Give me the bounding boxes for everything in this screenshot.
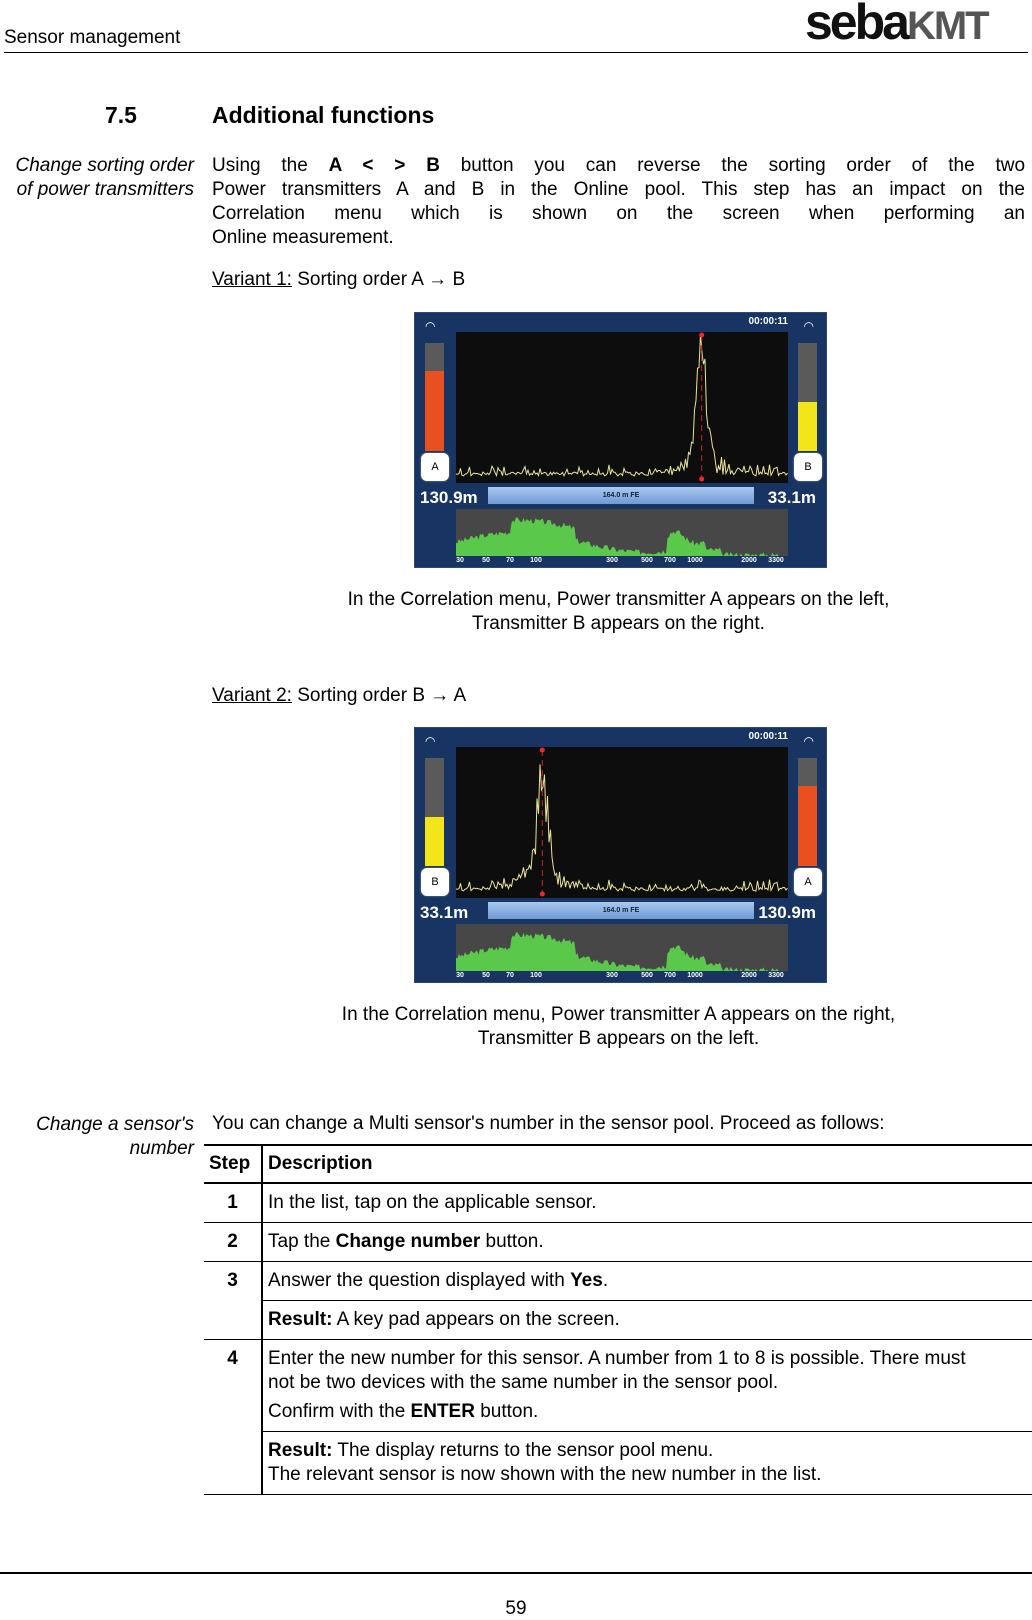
timer: 00:00:11: [748, 316, 788, 327]
distance-left: 130.9m: [420, 488, 478, 507]
sensor-intro: You can change a Multi sensor's number in the sensor pool. Proceed as follows:: [212, 1113, 885, 1134]
tick-label: 2000: [741, 557, 757, 564]
distance-bar: 164.0 m FE: [488, 487, 754, 504]
tick-label: 100: [530, 557, 542, 564]
frequency-spectrum: [456, 924, 788, 971]
level-bar-right: [798, 758, 817, 866]
col-step: Step: [204, 1145, 262, 1183]
table-row-result: Result: A key pad appears on the screen.: [204, 1301, 1032, 1340]
correlation-curve: [456, 764, 788, 891]
steps-table: [204, 1144, 1032, 1495]
spectrum-area: [456, 932, 788, 971]
tick-label: 3300: [768, 557, 784, 564]
distance-left: 33.1m: [420, 903, 469, 922]
correlation-plot: [456, 747, 788, 898]
device-screen-variant2: [414, 727, 827, 983]
header-section: Sensor management: [4, 27, 181, 48]
tick-label: 50: [482, 972, 490, 979]
side-label-sorting: Change sorting order of power transmitters: [15, 155, 194, 200]
tick-label: 700: [664, 972, 676, 979]
device-screen-variant1: [414, 312, 827, 568]
tick-label: 100: [530, 972, 542, 979]
spectrum-area: [456, 517, 788, 556]
tick-label: 3300: [768, 972, 784, 979]
level-bar-left: [425, 758, 444, 866]
tick-label: 300: [606, 972, 618, 979]
tick-label: 1000: [687, 557, 703, 564]
tick-label: 500: [641, 972, 653, 979]
distance-bar: 164.0 m FE: [488, 902, 754, 919]
sensor-button-left[interactable]: A: [421, 453, 449, 481]
ab-button-label: A < > B: [328, 155, 440, 176]
correlation-plot: [456, 332, 788, 483]
side-label-sensor: Change a sensor's number: [36, 1114, 194, 1159]
tick-label: 1000: [687, 972, 703, 979]
footer-rule: [0, 1572, 1032, 1574]
caption-variant2: In the Correlation menu, Power transmitter A appears on the right, Transmitter B appears on the left.: [341, 1004, 896, 1049]
header-rule: [4, 52, 1028, 53]
frequency-axis: [456, 557, 788, 569]
section-title: Additional functions: [212, 102, 435, 128]
table-row-result: Result: The display returns to the sensor pool menu. The relevant sensor is now shown with the new number in the list.: [204, 1432, 1032, 1495]
table-row: 3 Answer the question displayed with Yes.: [204, 1262, 1032, 1301]
table-row: 2 Tap the Change number button.: [204, 1223, 1032, 1262]
wifi-icon-right: ◠: [803, 734, 814, 748]
frequency-spectrum: [456, 509, 788, 556]
correlation-curve: [456, 334, 788, 476]
timer: 00:00:11: [748, 731, 788, 742]
para-line: Online measurement.: [212, 227, 394, 248]
wifi-icon-left: ◠: [425, 734, 436, 748]
tick-label: 30: [456, 557, 464, 564]
para-line: Power transmitters A and B in the Online pool. This step has an impact on the: [212, 179, 1025, 200]
level-bar-right: [798, 343, 817, 451]
tick-label: 70: [506, 557, 514, 564]
sensor-button-left[interactable]: B: [421, 868, 449, 896]
para-line: Using the A < > B button you can reverse the sorting order of the two: [212, 155, 1026, 176]
sensor-button-right[interactable]: B: [794, 453, 822, 481]
variant2-heading: Variant 2: Sorting order B → A: [212, 685, 467, 706]
tick-label: 30: [456, 972, 464, 979]
distance-right: 33.1m: [767, 488, 816, 507]
level-bar-left: [425, 343, 444, 451]
logo: sebaKMT: [805, 0, 988, 50]
frequency-axis: [456, 972, 788, 984]
wifi-icon-right: ◠: [803, 319, 814, 333]
col-description: Description: [262, 1145, 1032, 1183]
tick-label: 50: [482, 557, 490, 564]
tick-label: 500: [641, 557, 653, 564]
table-row: 4 Enter the new number for this sensor. A number from 1 to 8 is possible. There must not be two devices with the same number in the sensor pool. Confirm with the ENTER button.: [204, 1340, 1032, 1432]
page-number: 59: [505, 1598, 527, 1619]
caption-variant1: In the Correlation menu, Power transmitter A appears on the left, Transmitter B appears on the right.: [347, 589, 890, 634]
variant1-heading: Variant 1: Sorting order A → B: [212, 269, 466, 290]
sensor-button-right[interactable]: A: [794, 868, 822, 896]
sorting-paragraph: [212, 154, 1025, 250]
section-number: 7.5: [105, 102, 137, 128]
tick-label: 700: [664, 557, 676, 564]
table-row: 1 In the list, tap on the applicable sensor.: [204, 1183, 1032, 1223]
para-line: Correlation menu which is shown on the screen when performing an: [212, 203, 1025, 224]
tick-label: 70: [506, 972, 514, 979]
tick-label: 300: [606, 557, 618, 564]
tick-label: 2000: [741, 972, 757, 979]
wifi-icon-left: ◠: [425, 319, 436, 333]
distance-right: 130.9m: [758, 903, 816, 922]
